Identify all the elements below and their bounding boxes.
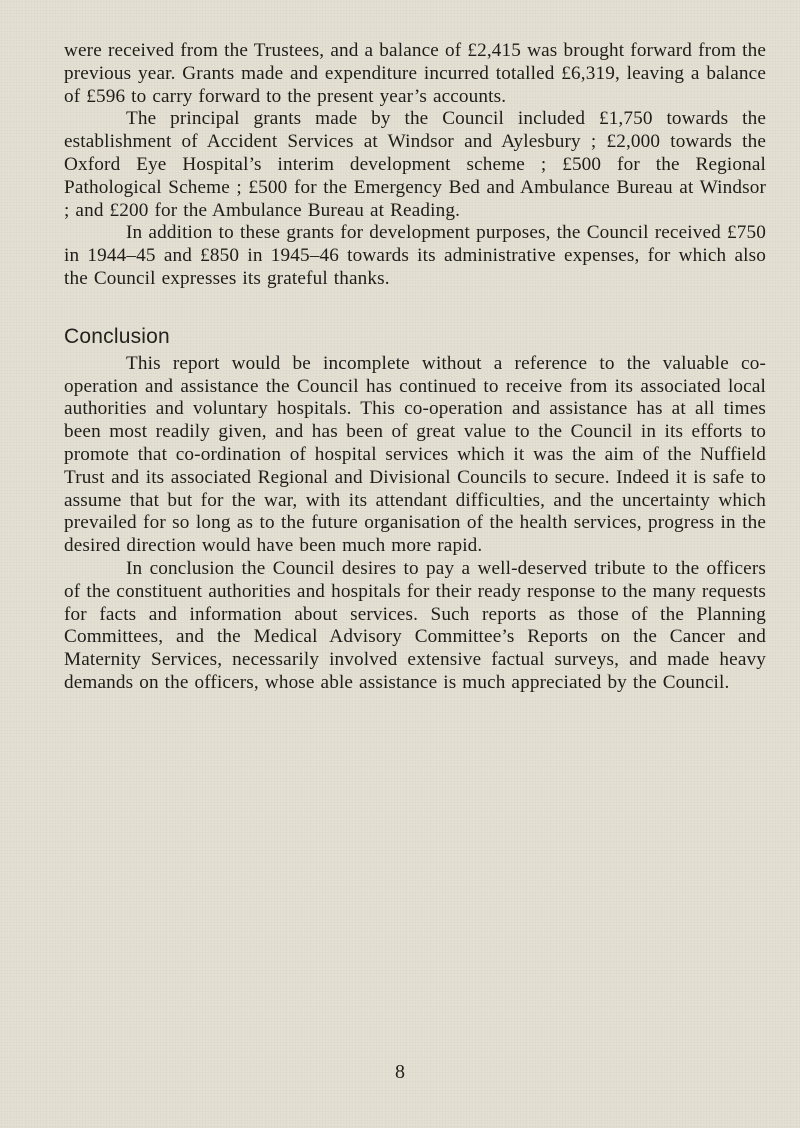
administrative-expenses-paragraph: In addition to these grants for development purposes, the Council received £750 in 1944–45 and £850 in 1945–46 towards its administrative expenses, for which also the Council expresses its grateful thanks. — [64, 222, 766, 289]
trust-funds-paragraph: were received from the Trustees, and a balance of £2,415 was brought forward from the previous year. Grants made and expenditure incurred totalled £6,319, leaving a balance of £596 to carry forward to the present year’s accounts. — [64, 40, 766, 107]
conclusion-heading: Conclusion — [64, 324, 170, 348]
principal-grants-paragraph: The principal grants made by the Council included £1,750 towards the establishment of Accident Services at Windsor and Aylesbury ; £2,000 towards the Oxford Eye Hospital’s interim development scheme ; £500 for the Regional Pathological Scheme ; £500 for the Emergency Bed and Ambulance Bureau at Windsor ; and £200 for the Ambulance Bureau at Reading. — [64, 108, 766, 221]
page-number: 8 — [395, 1061, 405, 1083]
conclusion-cooperation-paragraph: This report would be incomplete without a reference to the valuable co-operation and assistance the Council has continued to receive from its associated local authorities and voluntary hospitals. This co-operation and assistance has at all times been most readily given, and has been of great value to the Council in its efforts to promote that co-ordination of hospital services which it was the aim of the Nuffield Trust and its associated Regional and Divisional Councils to secure. Indeed it is safe to assume that but for the war, with its attendant difficulties, and the uncertainty which prevailed for so long as to the future organisation of the health services, progress in the desired direction would have been much more rapid. — [64, 352, 766, 557]
document-page — [64, 40, 766, 695]
conclusion-tribute-paragraph: In conclusion the Council desires to pay a well-deserved tribute to the officers of the constituent authorities and hospitals for their ready response to the many requests for facts and information about services. Such reports as those of the Planning Committees, and the Medical Advisory Committee’s Reports on the Cancer and Maternity Services, necessarily involved extensive factual surveys, and made heavy demands on the officers, whose able assistance is much appreciated by the Council. — [64, 557, 766, 693]
